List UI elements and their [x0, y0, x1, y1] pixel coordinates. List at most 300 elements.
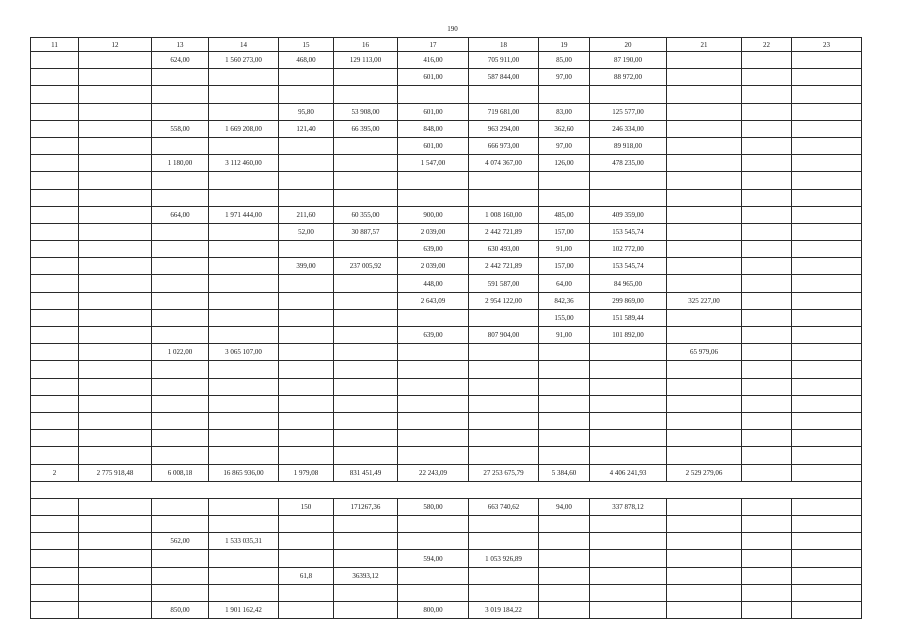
table-cell — [398, 189, 469, 206]
table-cell — [398, 309, 469, 326]
table-cell — [209, 567, 279, 584]
table-row — [31, 464, 862, 481]
table-cell — [152, 137, 209, 154]
table-cell — [279, 516, 334, 533]
table-cell — [334, 344, 398, 361]
table-cell — [539, 172, 590, 189]
table-row — [31, 378, 862, 395]
table-cell — [742, 69, 792, 86]
table-cell — [469, 447, 539, 464]
table-cell — [742, 206, 792, 223]
table-cell — [398, 412, 469, 429]
column-header: 19 — [539, 38, 590, 52]
table-cell: 95,80 — [279, 103, 334, 120]
table-cell — [792, 241, 862, 258]
table-cell — [279, 395, 334, 412]
table-row — [31, 137, 862, 154]
table-row — [31, 395, 862, 412]
table-cell — [398, 430, 469, 447]
table-cell — [469, 395, 539, 412]
table-cell — [31, 223, 79, 240]
table-cell: 89 918,00 — [590, 137, 667, 154]
table-cell: 1 533 035,31 — [209, 533, 279, 550]
table-cell — [742, 602, 792, 619]
page-number: 190 — [447, 25, 458, 33]
table-cell — [792, 361, 862, 378]
table-cell — [209, 395, 279, 412]
table-cell — [398, 172, 469, 189]
table-cell — [279, 327, 334, 344]
table-cell: 6 008,18 — [152, 464, 209, 481]
table-cell — [152, 550, 209, 567]
table-cell — [539, 378, 590, 395]
table-cell — [667, 361, 742, 378]
table-cell — [398, 361, 469, 378]
table-cell — [279, 86, 334, 103]
table-header — [31, 38, 862, 52]
table-cell — [667, 309, 742, 326]
table-cell — [334, 69, 398, 86]
table-cell — [792, 223, 862, 240]
table-cell — [742, 584, 792, 601]
table-cell: 478 235,00 — [590, 155, 667, 172]
table-cell — [209, 378, 279, 395]
table-cell: 88 972,00 — [590, 69, 667, 86]
table-cell — [209, 223, 279, 240]
table-cell — [539, 189, 590, 206]
table-cell — [742, 516, 792, 533]
table-cell — [590, 584, 667, 601]
table-cell — [79, 378, 152, 395]
table-cell — [31, 395, 79, 412]
table-cell — [31, 52, 79, 69]
column-header: 20 — [590, 38, 667, 52]
table-cell: 22 243,09 — [398, 464, 469, 481]
table-cell — [334, 412, 398, 429]
table-cell — [31, 309, 79, 326]
table-cell — [792, 86, 862, 103]
table-cell — [742, 378, 792, 395]
table-cell — [742, 430, 792, 447]
table-cell — [742, 172, 792, 189]
table-cell — [209, 69, 279, 86]
table-cell — [590, 412, 667, 429]
table-cell — [667, 602, 742, 619]
table-cell — [79, 86, 152, 103]
table-cell — [469, 567, 539, 584]
table-cell — [279, 361, 334, 378]
table-cell: 2 643,09 — [398, 292, 469, 309]
table-cell — [334, 533, 398, 550]
table-cell: 468,00 — [279, 52, 334, 69]
table-cell — [792, 464, 862, 481]
table-cell: 4 406 241,93 — [590, 464, 667, 481]
table-cell — [31, 584, 79, 601]
table-cell — [152, 430, 209, 447]
table-cell — [469, 361, 539, 378]
table-cell — [334, 361, 398, 378]
table-cell — [152, 258, 209, 275]
table-cell — [279, 275, 334, 292]
table-cell — [209, 309, 279, 326]
table-cell — [539, 550, 590, 567]
table-cell — [31, 292, 79, 309]
table-cell: 129 113,00 — [334, 52, 398, 69]
table-cell — [667, 120, 742, 137]
table-row — [31, 550, 862, 567]
table-row — [31, 172, 862, 189]
table-cell — [209, 584, 279, 601]
table-cell — [79, 292, 152, 309]
table-cell — [742, 223, 792, 240]
table-cell — [398, 447, 469, 464]
table-cell: 399,00 — [279, 258, 334, 275]
table-row — [31, 584, 862, 601]
table-cell — [590, 550, 667, 567]
table-cell — [590, 430, 667, 447]
table-cell: 485,00 — [539, 206, 590, 223]
table-cell — [590, 361, 667, 378]
table-cell: 125 577,00 — [590, 103, 667, 120]
table-cell — [469, 344, 539, 361]
table-row — [31, 189, 862, 206]
table-cell — [31, 344, 79, 361]
table-cell — [334, 327, 398, 344]
column-header: 14 — [209, 38, 279, 52]
table-cell: 3 112 460,00 — [209, 155, 279, 172]
table-row — [31, 258, 862, 275]
table-cell — [742, 52, 792, 69]
table-cell — [742, 155, 792, 172]
table-cell — [279, 430, 334, 447]
table-row — [31, 533, 862, 550]
table-cell — [279, 550, 334, 567]
table-row — [31, 275, 862, 292]
table-cell — [79, 498, 152, 515]
table-cell — [539, 86, 590, 103]
table-cell — [334, 86, 398, 103]
table-cell — [667, 430, 742, 447]
table-cell — [792, 533, 862, 550]
table-cell — [792, 567, 862, 584]
table-cell — [667, 103, 742, 120]
table-cell — [31, 206, 79, 223]
table-row — [31, 309, 862, 326]
table-cell — [209, 498, 279, 515]
table-cell — [590, 533, 667, 550]
merged-row — [31, 481, 862, 498]
table-cell — [209, 412, 279, 429]
table-cell: 91,00 — [539, 241, 590, 258]
table-cell — [469, 309, 539, 326]
table-cell — [742, 275, 792, 292]
table-cell — [667, 327, 742, 344]
table-cell — [279, 69, 334, 86]
table-cell: 705 911,00 — [469, 52, 539, 69]
table-cell: 101 892,00 — [590, 327, 667, 344]
table-cell — [792, 584, 862, 601]
table-cell — [79, 52, 152, 69]
table-cell — [742, 567, 792, 584]
table-cell — [742, 361, 792, 378]
table-cell: 4 074 367,00 — [469, 155, 539, 172]
table-cell — [792, 378, 862, 395]
table-cell — [742, 241, 792, 258]
table-cell — [79, 309, 152, 326]
table-cell — [667, 516, 742, 533]
table-cell — [152, 241, 209, 258]
table-cell — [334, 447, 398, 464]
table-row — [31, 361, 862, 378]
table-cell — [334, 516, 398, 533]
table-cell — [398, 567, 469, 584]
column-header: 16 — [334, 38, 398, 52]
table-cell — [31, 258, 79, 275]
table-cell — [590, 189, 667, 206]
data-table — [30, 37, 862, 619]
table-cell — [539, 516, 590, 533]
table-cell: 2 529 279,06 — [667, 464, 742, 481]
table-cell — [792, 430, 862, 447]
table-cell — [79, 172, 152, 189]
table-row — [31, 69, 862, 86]
table-cell — [334, 172, 398, 189]
table-cell — [590, 172, 667, 189]
table-cell: 84 965,00 — [590, 275, 667, 292]
table-cell — [279, 533, 334, 550]
table-row — [31, 241, 862, 258]
table-cell — [792, 189, 862, 206]
column-header: 12 — [79, 38, 152, 52]
table-cell — [792, 344, 862, 361]
table-cell — [469, 533, 539, 550]
table-cell: 3 065 107,00 — [209, 344, 279, 361]
table-cell: 299 869,00 — [590, 292, 667, 309]
table-cell: 157,00 — [539, 258, 590, 275]
table-cell — [742, 447, 792, 464]
table-cell: 2 — [31, 464, 79, 481]
table-cell — [209, 327, 279, 344]
table-cell — [209, 103, 279, 120]
table-cell — [152, 69, 209, 86]
table-body — [31, 52, 862, 619]
table-cell — [31, 481, 862, 498]
table-cell: 601,00 — [398, 137, 469, 154]
table-cell: 587 844,00 — [469, 69, 539, 86]
table-cell: 153 545,74 — [590, 258, 667, 275]
table-cell: 639,00 — [398, 241, 469, 258]
table-cell — [209, 361, 279, 378]
table-row — [31, 86, 862, 103]
table-cell — [152, 223, 209, 240]
table-cell — [539, 584, 590, 601]
table-cell: 83,00 — [539, 103, 590, 120]
table-cell — [667, 241, 742, 258]
table-cell — [792, 258, 862, 275]
table-cell: 664,00 — [152, 206, 209, 223]
table-cell — [742, 86, 792, 103]
table-cell — [152, 567, 209, 584]
table-cell — [209, 516, 279, 533]
table-cell: 1 901 162,42 — [209, 602, 279, 619]
table-cell — [79, 395, 152, 412]
table-row — [31, 292, 862, 309]
table-cell: 2 039,00 — [398, 258, 469, 275]
table-cell: 337 878,12 — [590, 498, 667, 515]
table-cell — [152, 86, 209, 103]
table-cell — [79, 516, 152, 533]
table-cell: 601,00 — [398, 103, 469, 120]
table-cell: 1 979,08 — [279, 464, 334, 481]
table-cell — [334, 378, 398, 395]
table-cell: 211,60 — [279, 206, 334, 223]
table-cell — [792, 447, 862, 464]
table-cell — [79, 567, 152, 584]
table-cell — [31, 550, 79, 567]
table-cell — [334, 137, 398, 154]
table-cell — [209, 241, 279, 258]
table-cell: 1 971 444,00 — [209, 206, 279, 223]
table-cell — [792, 69, 862, 86]
table-cell — [742, 464, 792, 481]
table-cell: 64,00 — [539, 275, 590, 292]
table-cell — [79, 327, 152, 344]
table-cell: 91,00 — [539, 327, 590, 344]
table-cell — [742, 103, 792, 120]
table-cell — [792, 206, 862, 223]
table-cell: 85,00 — [539, 52, 590, 69]
table-cell: 121,40 — [279, 120, 334, 137]
table-cell: 1 180,00 — [152, 155, 209, 172]
table-cell — [279, 412, 334, 429]
table-cell: 27 253 675,79 — [469, 464, 539, 481]
table-cell — [742, 498, 792, 515]
table-cell — [667, 86, 742, 103]
table-row — [31, 344, 862, 361]
table-cell: 591 587,00 — [469, 275, 539, 292]
table-cell: 325 227,00 — [667, 292, 742, 309]
table-cell — [209, 172, 279, 189]
table-cell — [79, 584, 152, 601]
table-cell — [79, 155, 152, 172]
table-cell — [279, 378, 334, 395]
table-cell — [79, 103, 152, 120]
table-cell: 1 547,00 — [398, 155, 469, 172]
table-cell — [539, 533, 590, 550]
table-cell — [152, 361, 209, 378]
table-cell — [539, 395, 590, 412]
table-cell: 97,00 — [539, 69, 590, 86]
table-cell — [31, 327, 79, 344]
table-cell — [469, 516, 539, 533]
table-cell — [279, 241, 334, 258]
table-cell — [31, 361, 79, 378]
table-cell — [469, 412, 539, 429]
table-cell: 2 442 721,89 — [469, 258, 539, 275]
table-row — [31, 206, 862, 223]
table-cell: 1 008 160,00 — [469, 206, 539, 223]
table-cell — [792, 602, 862, 619]
table-cell: 102 772,00 — [590, 241, 667, 258]
table-row — [31, 327, 862, 344]
table-cell — [79, 258, 152, 275]
table-cell — [209, 292, 279, 309]
table-cell — [469, 172, 539, 189]
table-cell — [279, 447, 334, 464]
table-cell — [209, 550, 279, 567]
table-cell — [79, 430, 152, 447]
table-cell: 416,00 — [398, 52, 469, 69]
table-cell — [279, 602, 334, 619]
column-header: 13 — [152, 38, 209, 52]
table-cell: 94,00 — [539, 498, 590, 515]
table-cell — [279, 137, 334, 154]
table-cell: 2 442 721,89 — [469, 223, 539, 240]
table-cell — [792, 309, 862, 326]
table-cell — [79, 412, 152, 429]
table-cell — [152, 327, 209, 344]
table-cell — [31, 155, 79, 172]
table-cell: 666 973,00 — [469, 137, 539, 154]
table-cell: 842,36 — [539, 292, 590, 309]
table-cell — [590, 602, 667, 619]
table-cell — [667, 258, 742, 275]
table-cell — [667, 69, 742, 86]
table-cell: 60 355,00 — [334, 206, 398, 223]
table-cell — [742, 395, 792, 412]
table-cell — [31, 137, 79, 154]
table-cell — [398, 86, 469, 103]
table-cell: 594,00 — [398, 550, 469, 567]
table-cell: 65 979,06 — [667, 344, 742, 361]
table-cell: 1 560 273,00 — [209, 52, 279, 69]
table-cell: 246 334,00 — [590, 120, 667, 137]
table-cell — [31, 275, 79, 292]
table-row — [31, 447, 862, 464]
table-cell — [334, 189, 398, 206]
table-cell — [667, 172, 742, 189]
table-row — [31, 412, 862, 429]
table-cell — [31, 430, 79, 447]
table-cell — [667, 155, 742, 172]
table-cell — [792, 52, 862, 69]
table-cell: 237 005,92 — [334, 258, 398, 275]
table-cell — [79, 69, 152, 86]
table-cell — [667, 275, 742, 292]
table-cell: 5 384,60 — [539, 464, 590, 481]
table-cell — [469, 430, 539, 447]
table-cell — [742, 258, 792, 275]
table-cell: 150 — [279, 498, 334, 515]
table-cell — [742, 550, 792, 567]
table-cell — [209, 137, 279, 154]
table-cell: 87 190,00 — [590, 52, 667, 69]
table-cell — [31, 189, 79, 206]
table-cell: 1 669 208,00 — [209, 120, 279, 137]
table-cell — [792, 172, 862, 189]
table-cell — [590, 516, 667, 533]
table-cell — [590, 395, 667, 412]
table-cell — [398, 395, 469, 412]
table-cell — [539, 344, 590, 361]
table-cell — [152, 172, 209, 189]
table-row — [31, 430, 862, 447]
column-header: 18 — [469, 38, 539, 52]
table-cell — [667, 447, 742, 464]
table-cell: 157,00 — [539, 223, 590, 240]
table-cell — [667, 52, 742, 69]
table-cell: 831 451,49 — [334, 464, 398, 481]
